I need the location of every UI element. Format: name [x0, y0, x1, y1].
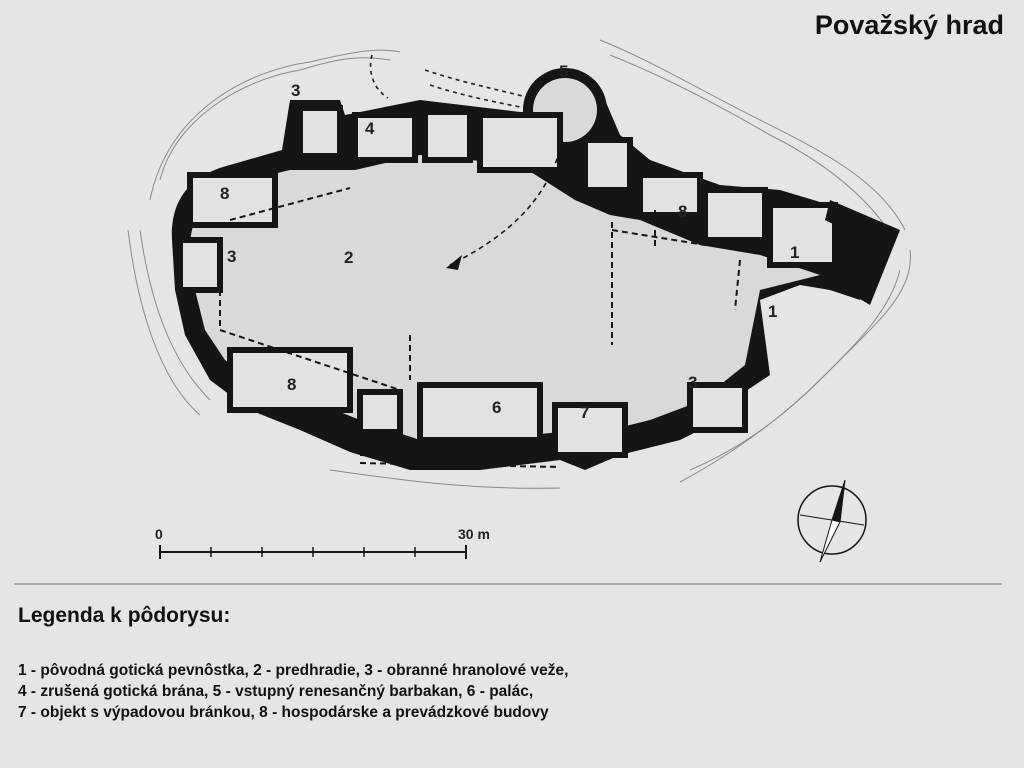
legend-list — [18, 660, 1008, 723]
building-w — [190, 175, 275, 225]
label-postern-object: 7 — [580, 403, 590, 422]
scale-end-label: 30 m — [458, 526, 490, 542]
label-building-ne: 8 — [678, 202, 688, 221]
postern-building — [555, 405, 625, 455]
scale-start-label: 0 — [155, 526, 163, 542]
building-s-small — [360, 392, 400, 432]
label-palace: 6 — [492, 398, 502, 417]
building-n-1 — [425, 112, 470, 160]
legend-line: 4 - zrušená gotická brána, 5 - vstupný renesančný barbakan, 6 - palác, — [18, 683, 534, 700]
access-path — [371, 55, 530, 108]
label-barbican: 5 — [559, 62, 569, 81]
scale-bar — [155, 526, 490, 559]
legend-line: 1 - pôvodná gotická pevnôstka, 2 - predhradie, 3 - obranné hranolové veže, — [18, 662, 569, 679]
label-tower-nw: 3 — [291, 81, 301, 100]
palace-building — [420, 385, 540, 440]
section-divider — [14, 583, 1002, 585]
gate-building — [355, 115, 415, 160]
fortress-room — [770, 205, 835, 265]
label-fortress-upper: 1 — [790, 243, 800, 262]
label-fortress-lower: 1 — [768, 302, 778, 321]
tower-w — [180, 240, 220, 290]
legend-line: 7 - objekt s výpadovou bránkou, 8 - hospodárske a prevádzkové budovy — [18, 704, 549, 721]
legend-heading: Legenda k pôdorysu: — [18, 604, 231, 627]
label-outer-bailey: 2 — [344, 248, 354, 267]
tower-se — [690, 385, 745, 430]
building-ne-small — [640, 175, 700, 215]
label-building-sw: 8 — [287, 375, 297, 394]
label-building-w: 8 — [220, 184, 230, 203]
north-arrow-icon — [798, 480, 866, 562]
label-gate: 4 — [365, 119, 375, 138]
building-n-2 — [480, 115, 560, 170]
label-tower-w: 3 — [227, 247, 237, 266]
tower-nw — [300, 108, 340, 156]
building-ne — [705, 190, 765, 240]
barbican-gate-room — [585, 140, 630, 190]
label-tower-se: 3 — [688, 373, 698, 392]
map-title: Považský hrad — [814, 10, 1004, 40]
